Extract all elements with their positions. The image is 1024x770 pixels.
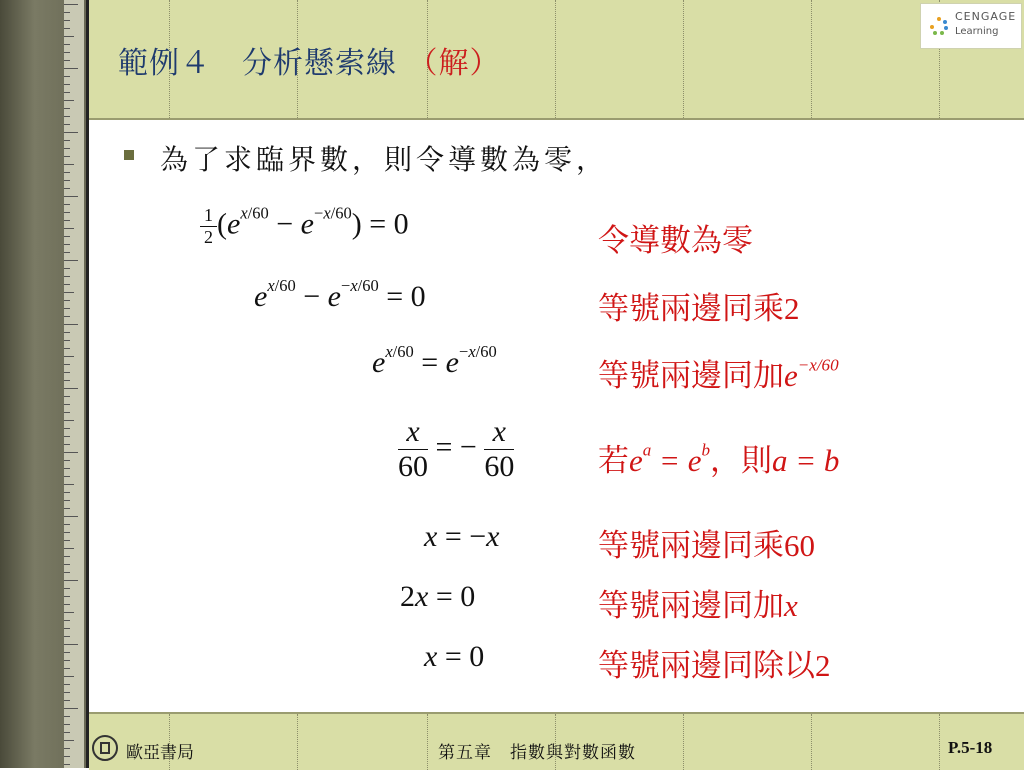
ruler-tick xyxy=(64,204,70,205)
ruler-tick xyxy=(64,652,70,653)
ruler-tick xyxy=(64,236,70,237)
equation-5: x = −x xyxy=(424,520,500,553)
header-rule xyxy=(89,118,1024,120)
note-6-expr: x xyxy=(784,588,798,623)
ruler-tick xyxy=(64,332,70,333)
ruler-tick xyxy=(64,60,70,61)
ruler-tick xyxy=(64,180,70,181)
logo-text-1: CENGAGE xyxy=(955,10,1017,23)
ruler-tick xyxy=(64,508,70,509)
ruler-tick xyxy=(64,308,70,309)
ruler-tick xyxy=(64,252,70,253)
ruler-tick xyxy=(64,364,70,365)
ruler-tick xyxy=(64,684,70,685)
ruler-tick xyxy=(64,756,70,757)
ruler-tick xyxy=(64,132,78,133)
bullet-icon xyxy=(124,150,134,160)
ruler-tick xyxy=(64,292,74,293)
ruler-tick xyxy=(64,156,70,157)
ruler-tick xyxy=(64,428,70,429)
ruler-tick xyxy=(64,372,70,373)
publisher-logo-icon xyxy=(92,735,118,761)
page-title xyxy=(118,38,501,82)
ruler-tick xyxy=(64,468,70,469)
ruler-tick xyxy=(64,348,70,349)
ruler-tick xyxy=(64,444,70,445)
ruler-tick xyxy=(64,52,70,53)
ruler-tick xyxy=(64,284,70,285)
ruler-tick xyxy=(64,316,70,317)
ruler-tick xyxy=(64,596,70,597)
ruler-tick xyxy=(64,356,74,357)
ruler-tick xyxy=(64,764,70,765)
ruler-tick xyxy=(64,580,78,581)
note-4-expr-b: a = b xyxy=(771,443,840,478)
publisher-name: 歐亞書局 xyxy=(126,743,194,763)
ruler-tick xyxy=(64,268,70,269)
ruler-tick xyxy=(64,212,70,213)
ruler-tick xyxy=(64,436,70,437)
ruler-tick xyxy=(64,676,74,677)
ruler-tick xyxy=(64,380,70,381)
ruler-tick xyxy=(64,748,70,749)
note-3-expr: $e^{-x/60}$ xyxy=(784,355,839,393)
ruler-tick xyxy=(64,732,70,733)
note-2: 等號兩邊同乘2 xyxy=(598,291,800,326)
ruler-tick xyxy=(64,196,78,197)
ruler-tick xyxy=(64,44,70,45)
ruler-tick xyxy=(64,700,70,701)
ruler-tick xyxy=(64,500,70,501)
ruler-tick xyxy=(64,452,78,453)
ruler-tick xyxy=(64,460,70,461)
ruler-tick xyxy=(64,388,78,389)
logo-dots-icon xyxy=(929,16,949,36)
ruler-tick xyxy=(64,476,70,477)
ruler-tick xyxy=(64,244,70,245)
chapter-title: 第五章 指數與對數函數 xyxy=(438,743,636,763)
ruler-tick xyxy=(64,636,70,637)
ruler-tick xyxy=(64,492,70,493)
equation-7: x = 0 xyxy=(424,640,485,673)
ruler-tick xyxy=(64,324,78,325)
ruler-tick xyxy=(64,84,70,85)
title-solution: （解） xyxy=(407,46,501,81)
ruler-tick xyxy=(64,740,74,741)
cengage-logo xyxy=(920,3,1022,49)
ruler-tick xyxy=(64,124,70,125)
ruler-tick xyxy=(64,68,78,69)
note-4-expr-a: $e^a = e^b$ xyxy=(629,440,710,478)
ruler-tick xyxy=(64,20,70,21)
equation-2: $e^{x/60} - e^{-x/60} = 0$ xyxy=(254,276,426,313)
ruler-tick xyxy=(64,140,70,141)
ruler-tick xyxy=(64,340,70,341)
note-5: 等號兩邊同乘60 xyxy=(598,528,815,563)
ruler-tick xyxy=(64,588,70,589)
ruler-tick xyxy=(64,188,70,189)
ruler-tick xyxy=(64,12,70,13)
ruler-tick xyxy=(64,164,74,165)
ruler-decoration xyxy=(0,0,86,768)
ruler-tick xyxy=(64,148,70,149)
ruler-tick xyxy=(64,644,78,645)
ruler-tick xyxy=(64,92,70,93)
ruler-tick xyxy=(64,276,70,277)
ruler-tick xyxy=(64,516,78,517)
ruler-tick xyxy=(64,420,74,421)
note-4-text: 若 xyxy=(598,443,629,478)
ruler-tick xyxy=(64,716,70,717)
equation-3: $e^{x/60} = e^{-x/60}$ xyxy=(372,342,497,379)
ruler-tick xyxy=(64,100,74,101)
ruler-tick xyxy=(64,564,70,565)
ruler-tick xyxy=(64,604,70,605)
ruler-tick xyxy=(64,572,70,573)
ruler-tick xyxy=(64,300,70,301)
ruler-tick xyxy=(64,36,74,37)
ruler-tick xyxy=(64,172,70,173)
ruler-tick xyxy=(64,228,74,229)
ruler-tick xyxy=(64,28,70,29)
ruler-tick xyxy=(64,628,70,629)
title-main: 範例４ 分析懸索線 xyxy=(118,46,397,81)
page-number: P.5-18 xyxy=(948,738,993,757)
equation-4: $\frac{x}{60}$ = − $\frac{x}{60}$ xyxy=(398,415,515,483)
ruler-tick xyxy=(64,708,78,709)
note-4-mid: ，則 xyxy=(709,443,772,478)
ruler-tick xyxy=(64,116,70,117)
ruler-tick xyxy=(64,692,70,693)
ruler-tick xyxy=(64,220,70,221)
note-7: 等號兩邊同除以2 xyxy=(598,648,831,683)
note-6-text: 等號兩邊同加 xyxy=(598,588,784,623)
ruler-tick xyxy=(64,396,70,397)
ruler-tick xyxy=(64,484,74,485)
ruler-tick xyxy=(64,612,74,613)
intro-text: 為了求臨界數，則令導數為零， xyxy=(160,143,609,176)
ruler-tick xyxy=(64,620,70,621)
ruler-tick xyxy=(64,556,70,557)
note-4 xyxy=(598,435,839,480)
note-3-text: 等號兩邊同加 xyxy=(598,358,784,393)
ruler-tick xyxy=(64,260,78,261)
ruler-tick xyxy=(64,404,70,405)
ruler-tick xyxy=(64,548,74,549)
equation-1: $\frac{1}{2}$ $(e^{x/60} - e^{-x/60}) = 0$ xyxy=(200,205,409,248)
note-6 xyxy=(598,580,798,625)
note-3 xyxy=(598,350,839,395)
ruler-tick xyxy=(64,4,78,5)
ruler-tick xyxy=(64,724,70,725)
ruler-tick xyxy=(64,524,70,525)
ruler-tick xyxy=(64,108,70,109)
ruler-tick xyxy=(64,412,70,413)
ruler-tick xyxy=(64,76,70,77)
logo-text-2: Learning xyxy=(955,26,999,37)
equation-6: 2x = 0 xyxy=(400,580,476,613)
ruler-tick xyxy=(64,668,70,669)
note-1: 令導數為零 xyxy=(598,223,753,258)
ruler-tick xyxy=(64,532,70,533)
ruler-tick xyxy=(64,660,70,661)
ruler-tick xyxy=(64,540,70,541)
